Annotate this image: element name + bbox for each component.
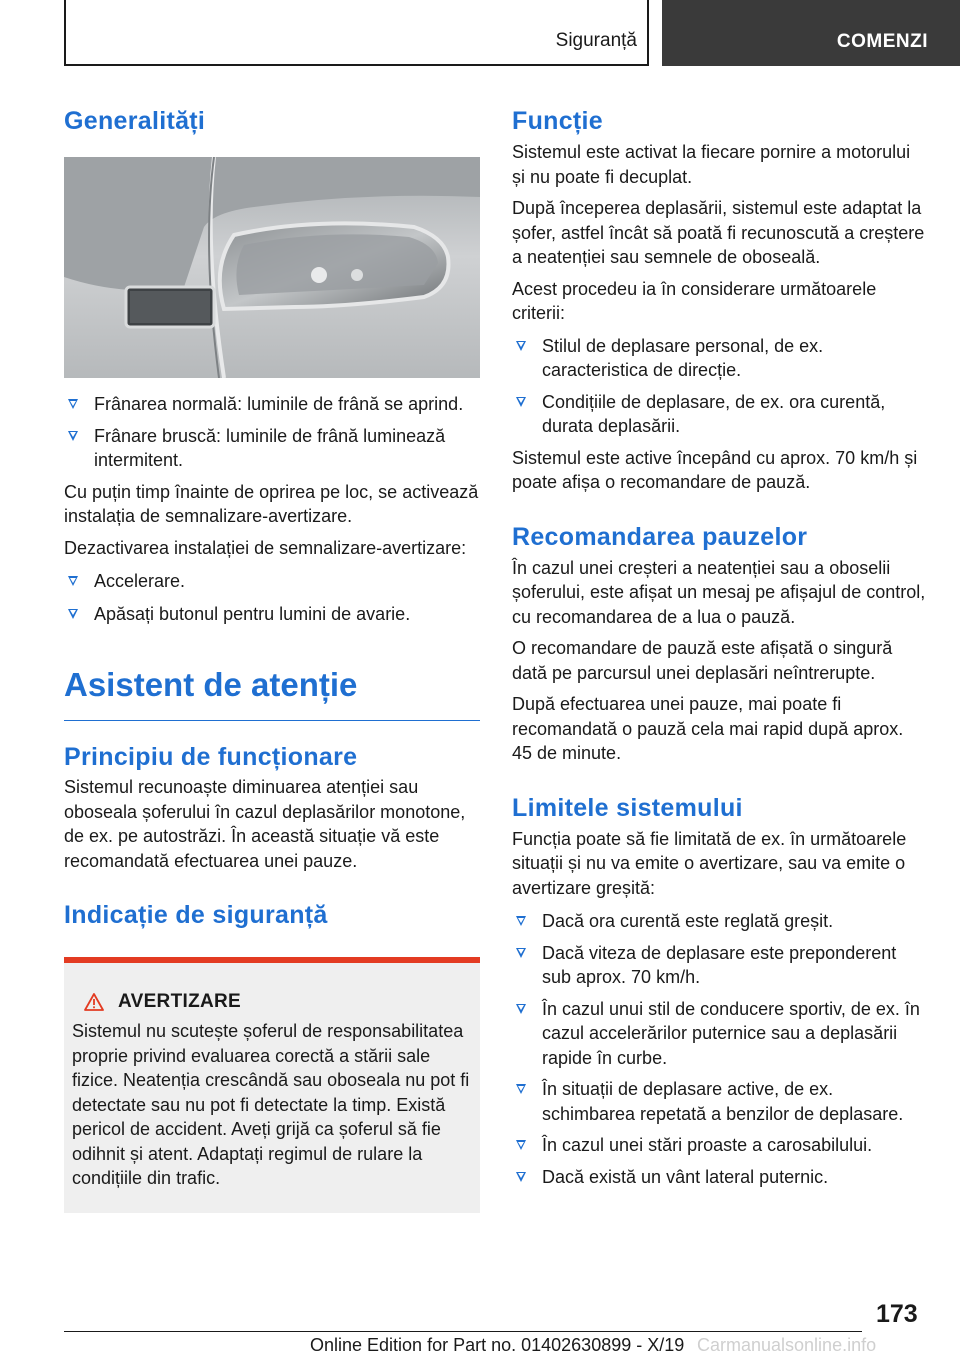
header-chapter-title: COMENZI (836, 31, 928, 52)
warning-triangle-icon (84, 993, 104, 1011)
paragraph: Cu puțin timp înainte de oprirea pe loc, se activează instalația de semnalizare-avertizare. (64, 481, 479, 526)
bullet-triangle-icon (68, 399, 78, 409)
page-header (0, 0, 960, 66)
paragraph: Acest procedeu ia în considerare următoarele criterii: (512, 278, 877, 323)
paragraph: Funcția poate să fie limitată de ex. în următoarele situații și nu va emite o avertizare, sau va emite o avertizare greșită: (512, 828, 907, 898)
heading-asistent: Asistent de atenție (64, 666, 358, 703)
list-item: Accelerare. (64, 569, 480, 594)
list-item: Apăsați butonul pentru lumini de avarie. (64, 602, 480, 627)
page-number: 173 (876, 1300, 918, 1328)
warning-title: AVERTIZARE (118, 991, 241, 1012)
bullet-triangle-icon (68, 431, 78, 441)
bullet-triangle-icon (516, 1172, 526, 1182)
list-item: Dacă ora curentă este reglată greșit. (512, 909, 928, 934)
bullet-triangle-icon (68, 609, 78, 619)
paragraph: Sistemul este active începând cu aprox. 70 km/h și poate afișa o recomandare de pauză. (512, 447, 918, 492)
bullet-triangle-icon (516, 1140, 526, 1150)
bullet-triangle-icon (516, 341, 526, 351)
bullet-triangle-icon (516, 916, 526, 926)
list-item: Stilul de deplasare personal, de ex. caracteristica de direcție. (512, 334, 928, 383)
warning-text: Sistemul nu scutește șoferul de responsabilitatea proprie privind evaluarea corectă a stării sale fizice. Neatenția crescândă sau oboseala nu pot fi detectate sau nu pot fi detectate la timp. Există pericol de accident. Aveți grijă ca șoferul să fie odihnit și atent. Adaptați regimul de rulare la condițiile din trafic. (72, 1021, 470, 1188)
heading-generalitati: Generalități (64, 107, 206, 135)
bullet-triangle-icon (68, 576, 78, 586)
list-item: Frânarea normală: luminile de frână se aprind. (64, 392, 480, 417)
heading-functie: Funcție (512, 107, 603, 135)
header-section-title: Siguranță (555, 30, 637, 51)
paragraph: După efectuarea unei pauze, mai poate fi recomandată o pauză cela mai rapid după aprox. 45 de minute. (512, 694, 904, 763)
paragraph: Dezactivarea instalației de semnalizare-avertizare: (64, 537, 467, 558)
list-item: Frânare bruscă: luminile de frână luminează intermitent. (64, 424, 480, 473)
left-column (64, 96, 480, 1213)
heading-rule (64, 720, 480, 721)
heading-indicatie: Indicație de siguranță (64, 901, 328, 929)
list-item: În cazul unui stil de conducere sportiv, de ex. în cazul accelerărilor puternice sau a deplasării rapide în curbe. (512, 997, 928, 1071)
footer-rule (64, 1331, 862, 1332)
paragraph: O recomandare de pauză este afișată o singură dată pe parcursul unei deplasări neîntrerupte. (512, 638, 893, 683)
bullet-triangle-icon (516, 948, 526, 958)
list-item: Dacă viteza de deplasare este preponderent sub aprox. 70 km/h. (512, 941, 928, 990)
brake-light-photo (64, 157, 480, 378)
warning-box (64, 957, 480, 1213)
heading-principiu: Principiu de funcționare (64, 743, 358, 771)
heading-limitele: Limitele sistemului (512, 793, 743, 822)
header-section-box (64, 0, 649, 66)
footer-watermark: Carmanualsonline.info (697, 1335, 877, 1355)
header-chapter-tab[interactable] (662, 0, 960, 66)
paragraph: După începerea deplasării, sistemul este adaptat la șofer, astfel încât să poată fi recunoscută a creștere a neatenției sau semnele de oboseală. (512, 198, 925, 267)
list-item: Condițiile de deplasare, de ex. ora curentă, durata deplasării. (512, 390, 928, 439)
warning-header (72, 987, 472, 1017)
right-column (512, 96, 928, 1189)
list-item: Dacă există un vânt lateral puternic. (512, 1165, 928, 1190)
paragraph: În cazul unei creșteri a neatenției sau a oboselii șoferului, este afișat un mesaj pe afișajul de control, cu recomandarea de a lua o pauză. (512, 557, 926, 627)
list-item: În cazul unei stări proaste a carosabilului. (512, 1133, 928, 1158)
paragraph: Sistemul este activat la fiecare pornire a motorului și nu poate fi decuplat. (512, 142, 911, 187)
heading-recomandarea: Recomandarea pauzelor (512, 522, 808, 551)
bullet-triangle-icon (516, 1084, 526, 1094)
list-item: În situații de deplasare active, de ex. schimbarea repetată a benzilor de deplasare. (512, 1077, 928, 1126)
tail-light-image (64, 157, 480, 378)
paragraph: Sistemul recunoaște diminuarea atenției sau oboseala șoferului în cazul deplasărilor monotone, de ex. pe autostrăzi. În această situație vă este recomandată efectuarea unei pauze. (64, 777, 466, 871)
footer-edition: Online Edition for Part no. 01402630899 - X/19 (310, 1335, 685, 1355)
bullet-triangle-icon (516, 397, 526, 407)
bullet-triangle-icon (516, 1004, 526, 1014)
